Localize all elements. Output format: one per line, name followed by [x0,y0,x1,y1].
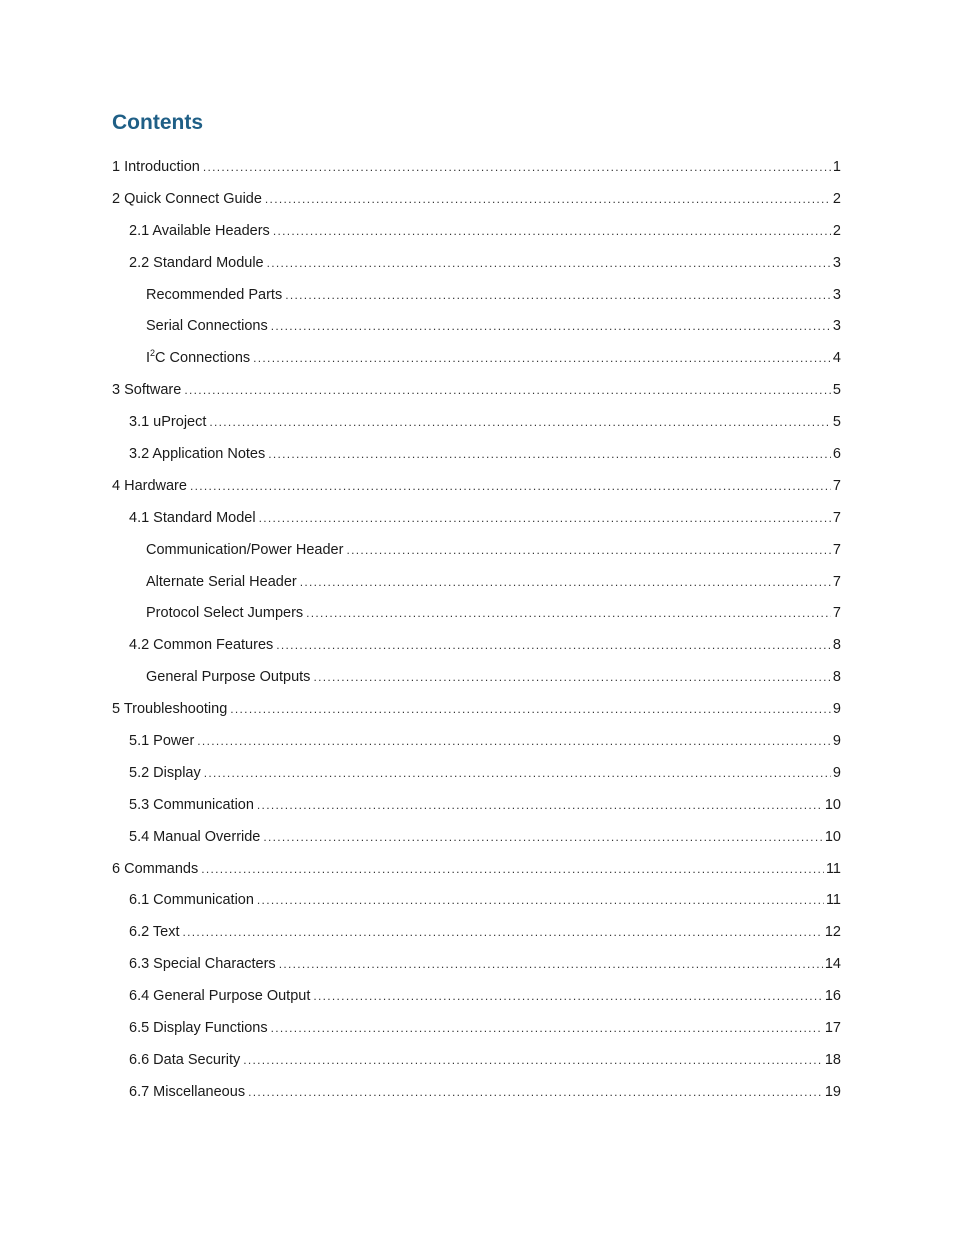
toc-entry-title-text: 2 Quick Connect Guide [112,190,262,207]
toc-entry[interactable] [112,790,841,822]
toc-page-number: 2 [832,190,841,207]
toc-entry[interactable] [112,1045,841,1077]
toc-entry[interactable] [112,535,841,567]
toc-page-number: 8 [832,637,841,654]
toc-page-number: 7 [832,573,841,590]
toc-entry-title [129,822,260,854]
toc-dot-leader [230,694,831,726]
toc-page-number: 1 [832,159,841,175]
toc-page-number: 16 [824,988,841,1005]
toc-page-number: 10 [824,796,841,813]
toc-entry[interactable] [112,471,841,503]
toc-entry-title [146,343,250,375]
toc-page-number: 2 [832,222,841,239]
toc-page-number: 12 [824,924,841,941]
toc-entry[interactable] [112,758,841,790]
toc-dot-leader [257,885,824,917]
toc-dot-leader [265,184,831,216]
toc-page-number: 11 [825,860,841,877]
toc-entry-title [129,726,194,758]
toc-entry[interactable] [112,1013,841,1045]
toc-page-number: 11 [825,892,841,909]
toc-entry-title-text: 6.2 Text [129,924,180,941]
toc-dot-leader [257,790,823,822]
toc-entry-title-text: 5.4 Manual Override [129,828,261,845]
toc-entry[interactable] [112,567,841,599]
toc-page-number: 18 [824,1051,841,1068]
toc-entry-title [129,503,256,535]
toc-entry-title-text: 6.4 General Purpose Output [129,988,311,1005]
toc-dot-leader [190,471,831,503]
toc-dot-leader [268,439,831,471]
toc-page-number: 5 [832,382,841,399]
toc-entry-title-text: 6.6 Data Security [129,1051,241,1068]
toc-entry-title-text: 3.1 uProject [129,414,207,431]
toc-entry[interactable] [112,1077,841,1109]
toc-dot-leader [248,1077,823,1109]
toc-entry-title [129,790,254,822]
toc-entry-title-text: 5.2 Display [129,764,201,781]
toc-entry-title-text: 6.1 Communication [129,892,254,909]
toc-entry-title [129,981,310,1013]
toc-entry[interactable] [112,885,841,917]
toc-page-number: 6 [832,446,841,463]
toc-entry-title [129,1013,268,1045]
toc-entry[interactable] [112,726,841,758]
toc-entry-title [129,1077,245,1109]
toc-dot-leader [197,726,831,758]
toc-dot-leader [201,854,824,886]
toc-page-number: 5 [832,414,841,431]
toc-dot-leader [273,216,831,248]
toc-dot-leader [243,1045,823,1077]
toc-entry[interactable] [112,407,841,439]
toc-page-number: 9 [832,733,841,750]
toc-dot-leader [253,343,831,375]
toc-page-number: 9 [832,701,841,718]
toc-entry-title [146,535,343,567]
toc-entry-title-text: 6 Commands [112,860,199,877]
toc-dot-leader [184,375,831,407]
toc-entry-title [129,949,276,981]
toc-entry-title-text: 6.5 Display Functions [129,1020,268,1037]
toc-dot-leader [203,152,831,184]
toc-dot-leader [285,280,831,312]
toc-entry[interactable] [112,216,841,248]
toc-entry-title-text: 6.7 Miscellaneous [129,1083,246,1100]
toc-entry[interactable] [112,822,841,854]
toc-entry-title [112,152,200,184]
toc-page-number: 7 [832,605,841,622]
toc-entry[interactable] [112,662,841,694]
toc-entry-title-text: 4.2 Common Features [129,637,274,654]
toc-dot-leader [276,630,831,662]
toc-entry[interactable] [112,439,841,471]
toc-page-number: 19 [824,1083,841,1100]
toc-entry[interactable] [112,375,841,407]
toc-entry[interactable] [112,152,841,184]
toc-entry-title-text: Serial Connections [146,318,268,335]
toc-entry[interactable] [112,248,841,280]
toc-entry-title [112,854,198,886]
toc-dot-leader [263,822,822,854]
toc-dot-leader [279,949,823,981]
toc-entry-title-text: Protocol Select Jumpers [146,605,304,622]
toc-entry-title-text: Recommended Parts [146,286,283,303]
toc-page-number: 8 [832,669,841,686]
toc-page-number: 17 [824,1020,841,1037]
toc-entry[interactable] [112,280,841,312]
toc-entry-title [129,216,270,248]
toc-entry-title-text: 6.3 Special Characters [129,956,276,973]
toc-entry-title-text: 4 Hardware [112,477,187,494]
toc-entry-title-text: General Purpose Outputs [146,669,311,686]
toc-entry-title [129,407,206,439]
toc-entry-title-prefix: I [146,350,151,367]
toc-dot-leader [271,1013,823,1045]
toc-entry-title-superscript: 2 [150,348,156,359]
toc-entry[interactable] [112,694,841,726]
toc-entry-title-text: 1 Introduction [112,159,200,175]
toc-entry[interactable] [112,184,841,216]
toc-entry-title [146,280,282,312]
toc-entry-title [129,630,273,662]
toc-entry-title-text: 5.3 Communication [129,796,254,813]
toc-entry[interactable] [112,598,841,630]
toc-dot-leader [204,758,831,790]
toc-entry[interactable] [112,503,841,535]
toc-title: Contents [112,111,203,134]
toc-entry-title [129,885,254,917]
toc-entry-title [146,567,297,599]
toc-dot-leader [183,917,823,949]
toc-entry-title-text: Communication/Power Header [146,541,344,558]
toc-dot-leader [313,662,830,694]
toc-page-number: 7 [832,541,841,558]
toc-page-number: 3 [832,286,841,303]
toc-entry-title [129,758,201,790]
toc-entry[interactable] [112,311,841,343]
toc-entry-title-text: C Connections [155,350,251,367]
toc-entry-title [146,662,310,694]
toc-entry[interactable] [112,981,841,1013]
toc-page-number: 14 [824,956,841,973]
toc-entry-title-text: 2.1 Available Headers [129,222,270,239]
toc-entry-title [146,311,268,343]
toc-page-number: 3 [832,254,841,271]
toc-entry-title-text: 5 Troubleshooting [112,701,228,718]
toc-entry-title [129,248,264,280]
toc-entry[interactable] [112,343,841,375]
toc-dot-leader [259,503,831,535]
toc-page-number: 3 [832,318,841,335]
toc-entry[interactable] [112,949,841,981]
toc-entry-title-text: 4.1 Standard Model [129,509,256,526]
toc-dot-leader [209,407,831,439]
toc-entry-title [112,184,262,216]
toc-list [112,152,841,1109]
toc-entry-title [146,598,303,630]
toc-entry-title [112,694,227,726]
toc-dot-leader [346,535,830,567]
toc-page-number: 7 [832,477,841,494]
toc-entry-title [129,917,180,949]
toc-entry[interactable] [112,917,841,949]
toc-page-number: 7 [832,509,841,526]
toc-entry[interactable] [112,630,841,662]
toc-dot-leader [313,981,822,1013]
toc-entry-title-text: 3.2 Application Notes [129,446,266,463]
toc-entry-title [112,471,187,503]
toc-entry-title-text: Alternate Serial Header [146,573,297,590]
toc-dot-leader [271,311,831,343]
toc-entry-title-text: 3 Software [112,382,182,399]
toc-dot-leader [267,248,831,280]
toc-entry-title [112,375,181,407]
toc-dot-leader [306,598,831,630]
toc-dot-leader [300,567,831,599]
toc-entry[interactable] [112,854,841,886]
toc-page-number: 10 [824,828,841,845]
toc-entry-title [129,439,265,471]
toc-page-number: 9 [832,764,841,781]
toc-page-number: 4 [832,350,841,367]
toc-entry-title-text: 2.2 Standard Module [129,254,264,271]
toc-entry-title-text: 5.1 Power [129,733,195,750]
toc-entry-title [129,1045,240,1077]
